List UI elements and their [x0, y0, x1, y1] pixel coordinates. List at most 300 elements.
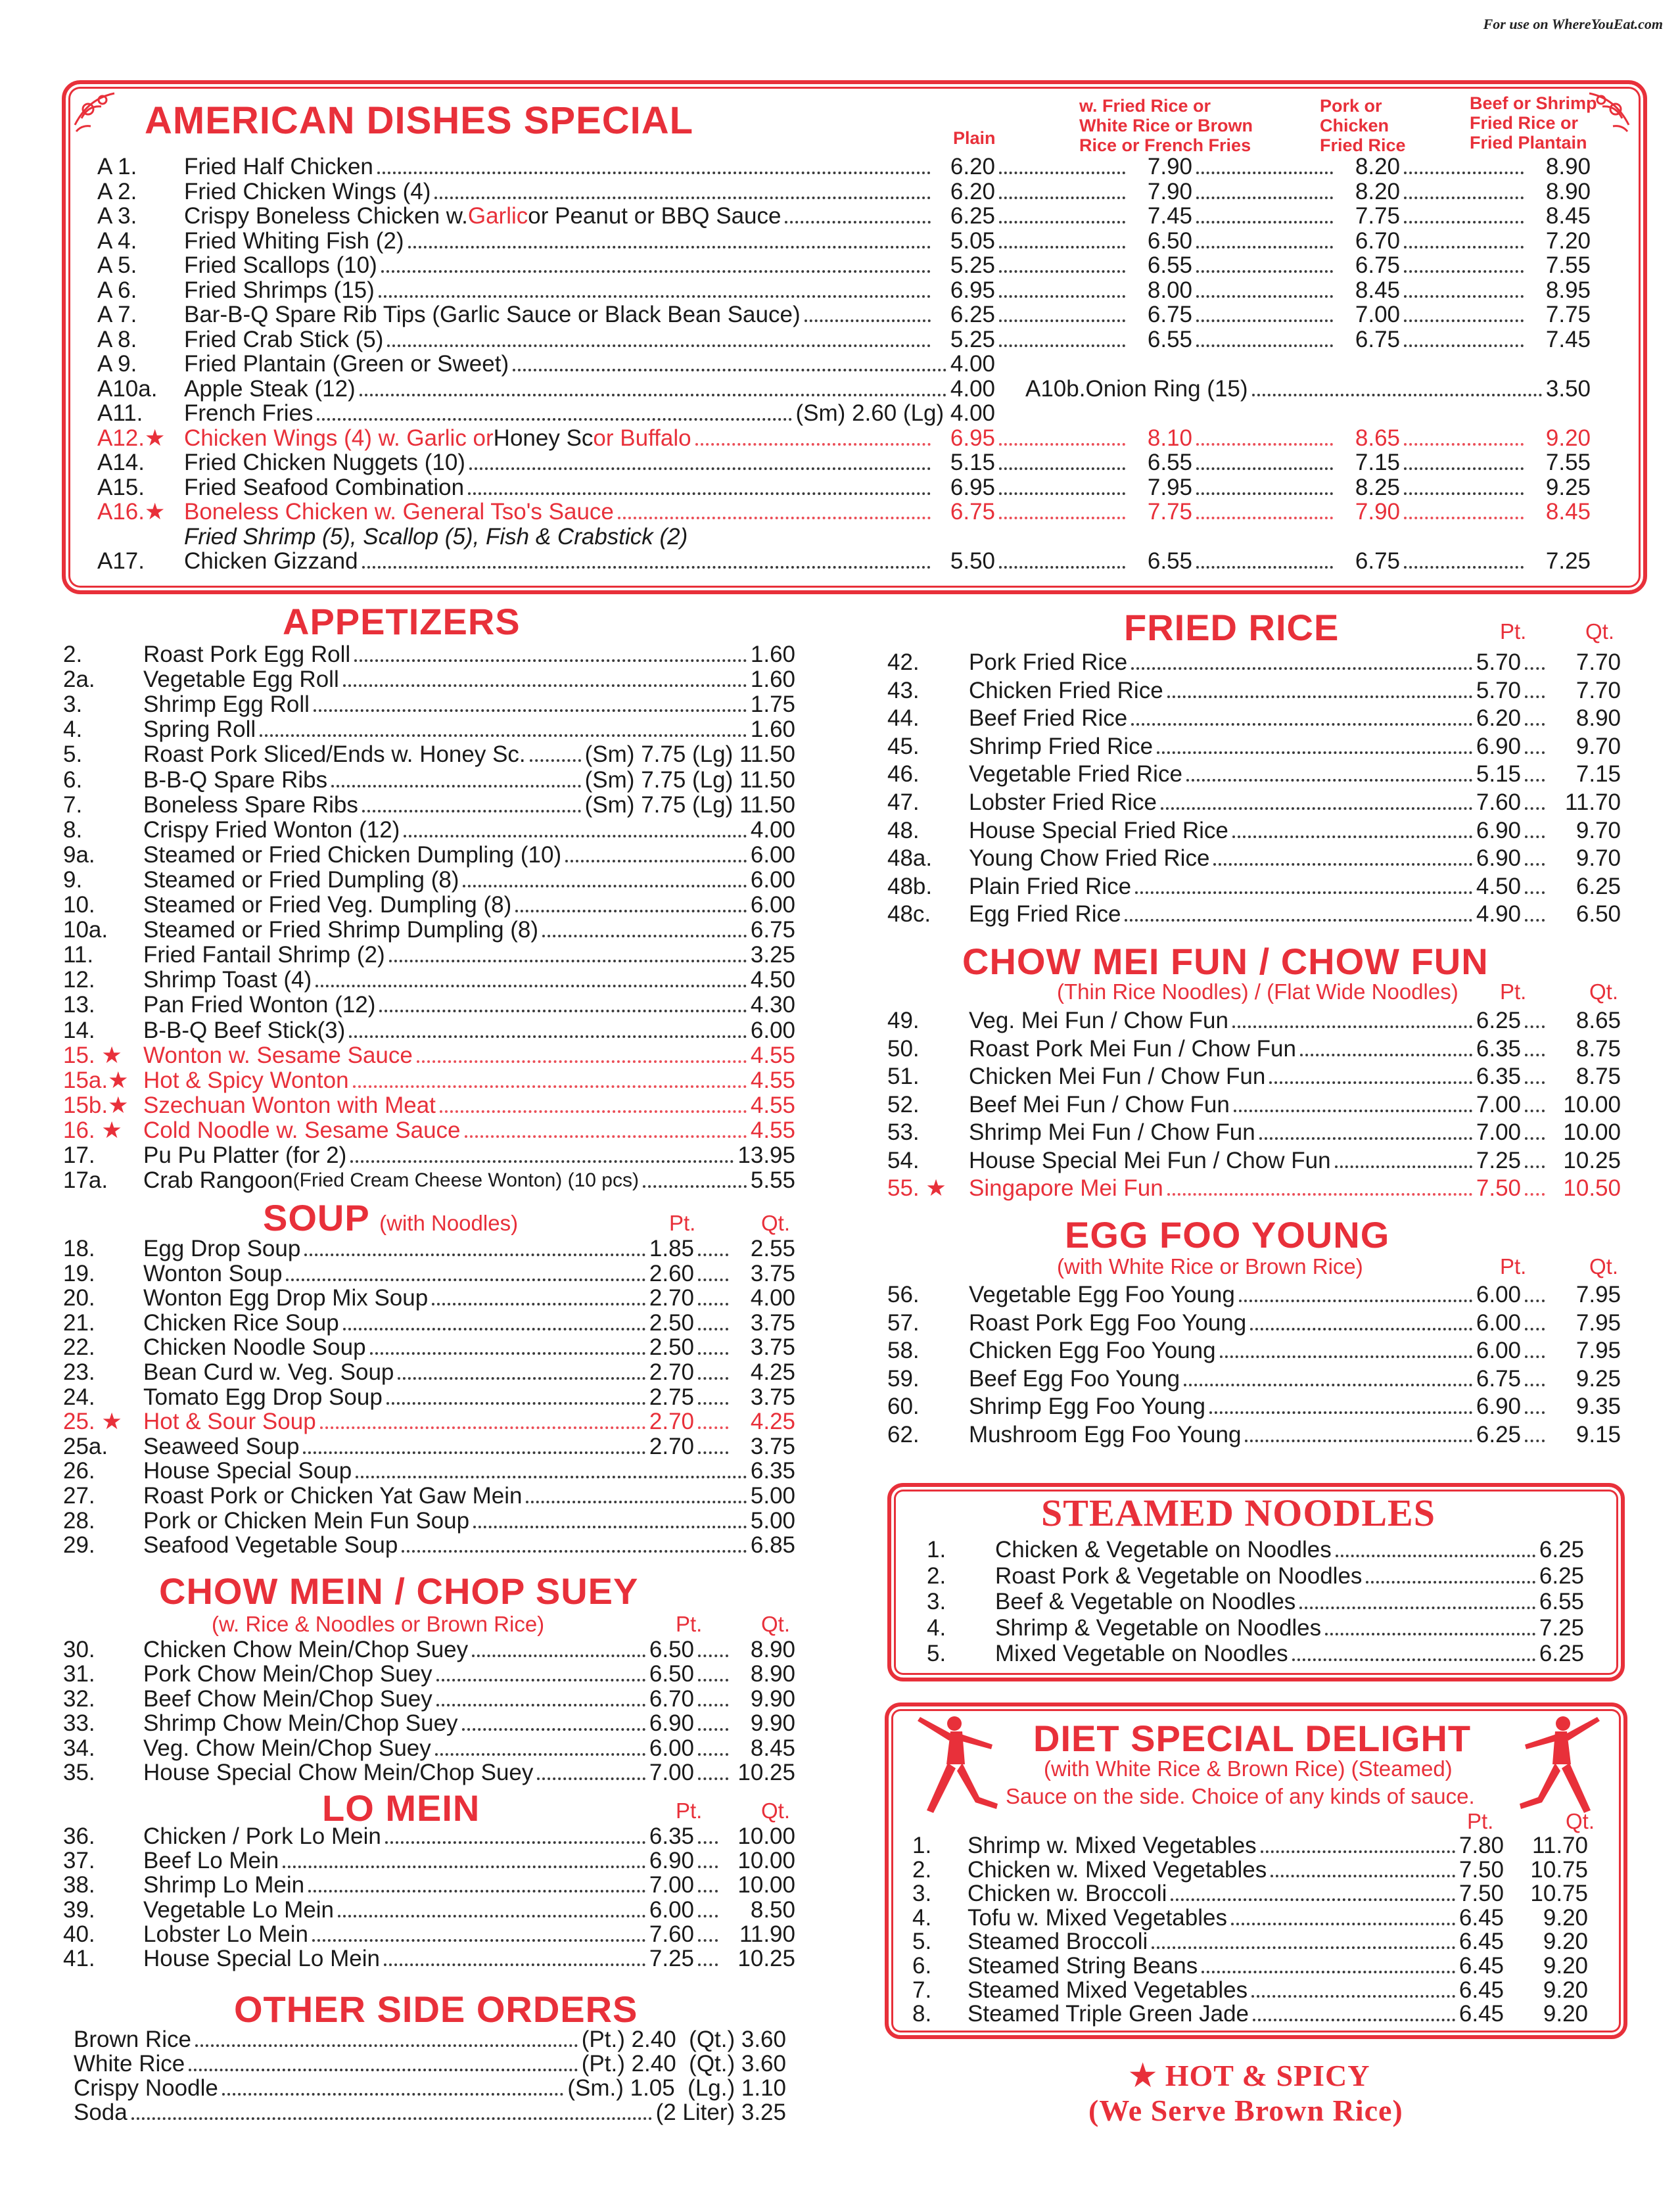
menu-item [887, 1036, 1621, 1062]
leader-dots [1525, 1054, 1545, 1056]
pint-price: 6.25 [1476, 1422, 1521, 1447]
leader-dots [362, 566, 931, 569]
quart-price: 9.25 [1575, 1365, 1621, 1392]
item-name: Pork Chow Mein/Chop Suey [143, 1661, 432, 1687]
leader-dots [473, 1526, 747, 1528]
pint-price: 6.45 [1458, 1953, 1504, 1979]
item-number: 3. [912, 1881, 932, 1907]
egg-foo-young-qt-header: Qt. [1589, 1254, 1619, 1279]
item-number: 47. [887, 789, 920, 815]
price-col-2: 8.10 [1147, 425, 1192, 451]
item-number: A 8. [97, 326, 137, 352]
fried-rice-qt-header: Qt. [1585, 619, 1615, 644]
section-title-lo-mein: LO MEIN [322, 1787, 480, 1829]
leader-dots [1131, 667, 1472, 670]
leader-dots [1525, 1440, 1545, 1442]
price-col-3: 8.65 [1355, 425, 1400, 451]
price-col-2: 7.90 [1147, 178, 1192, 204]
item-number: 46. [887, 761, 920, 787]
item-name: Singapore Mei Fun [969, 1175, 1163, 1201]
leader-dots [381, 270, 931, 273]
price-col-4: 8.95 [1545, 277, 1591, 303]
leader-dots [698, 1704, 728, 1706]
menu-item [887, 901, 1621, 928]
item-number: 49. [887, 1008, 920, 1033]
price-col-1: 6.95 [950, 425, 995, 451]
price-col-2: 7.90 [1147, 154, 1192, 179]
item-price: (Sm) 7.75 (Lg) 11.50 [584, 766, 795, 793]
item-name: White Rice [74, 2051, 185, 2077]
leader-dots [308, 1890, 645, 1892]
item-number: A16.★ [97, 499, 166, 525]
item-price: 6.85 [750, 1532, 795, 1559]
leader-dots [999, 344, 1125, 347]
leader-dots [432, 1303, 645, 1305]
menu-item [887, 1310, 1621, 1336]
leader-dots [1232, 835, 1472, 838]
item-name: Fried Fantail Shrimp (2) [143, 942, 385, 968]
menu-item [63, 1068, 795, 1094]
pint-price: 2.60 [649, 1260, 694, 1286]
item-number: 27. [63, 1483, 95, 1509]
leader-dots [698, 1426, 728, 1429]
menu-item [887, 705, 1621, 732]
item-name: Chicken & Vegetable on Noodles [995, 1537, 1332, 1562]
item-number: 53. [887, 1119, 920, 1145]
item-number: A14. [97, 450, 145, 475]
item-number: 32. [63, 1685, 95, 1712]
leader-dots [131, 2117, 652, 2120]
price-col-3: 8.45 [1355, 277, 1400, 303]
item-name: Beef Egg Foo Young [969, 1365, 1180, 1392]
quart-price: 2.55 [750, 1236, 795, 1261]
leader-dots [1404, 246, 1524, 248]
pint-price: 7.50 [1458, 1881, 1504, 1907]
leader-dots [379, 1010, 746, 1012]
menu-item [97, 475, 1591, 501]
soup-qt-header: Qt. [761, 1211, 791, 1235]
item-number: 10. [63, 892, 95, 918]
leader-dots [526, 1501, 746, 1503]
item-name-highlight: Garlic [467, 203, 528, 229]
menu-item [63, 767, 795, 793]
section-title-steamed-noodles: STEAMED NOODLES [1041, 1492, 1435, 1534]
menu-item [63, 1018, 795, 1044]
brown-rice-note: (We Serve Brown Rice) [1088, 2094, 1403, 2127]
leader-dots [434, 197, 931, 199]
item-number: 57. [887, 1309, 920, 1336]
item-number: 54. [887, 1147, 920, 1173]
item-number: A 3. [97, 203, 137, 229]
quart-price: 8.90 [1575, 705, 1621, 732]
diet-qt-header: Qt. [1566, 1809, 1595, 1833]
menu-item [912, 1905, 1588, 1931]
menu-item [887, 1175, 1621, 1202]
item-name: Mixed Vegetable on Noodles [995, 1641, 1288, 1666]
quart-price: 9.70 [1575, 733, 1621, 759]
section-title-diet: DIET SPECIAL DELIGHT [1033, 1718, 1472, 1759]
item-name: Tomato Egg Drop Soup [143, 1384, 383, 1410]
leader-dots [698, 1866, 718, 1868]
item-name: Pork or Chicken Mein Fun Soup [143, 1507, 470, 1534]
item-name: Fried Chicken Wings (4) [184, 178, 431, 204]
pint-price: 6.70 [649, 1685, 694, 1712]
item-name: Beef Lo Mein [143, 1848, 279, 1874]
item-number: 4. [63, 717, 83, 743]
leader-dots [1196, 443, 1333, 446]
section-title-egg-foo-young: EGG FOO YOUNG [1065, 1214, 1390, 1256]
column-header-pork [1320, 96, 1406, 155]
item-number: 3. [927, 1589, 946, 1614]
leader-dots [1525, 1193, 1545, 1196]
quart-price: 4.25 [750, 1359, 795, 1385]
menu-item [74, 2100, 786, 2126]
leader-dots [1525, 1411, 1545, 1414]
menu-item [912, 1977, 1588, 2004]
menu-item [887, 1366, 1621, 1392]
item-number: 35. [63, 1760, 95, 1785]
item-number: 37. [63, 1848, 95, 1874]
item-number: 10a. [63, 917, 108, 943]
quart-price: 9.20 [1543, 1929, 1588, 1955]
pint-price: 6.00 [649, 1896, 694, 1923]
leader-dots [999, 270, 1125, 273]
quart-price: 9.70 [1575, 845, 1621, 872]
quart-price: 9.20 [1543, 1953, 1588, 1979]
quart-price: 9.90 [750, 1710, 795, 1737]
column-header-fried-rice [1079, 96, 1253, 155]
item-number: 25a. [63, 1433, 108, 1459]
price-col-1: 5.25 [950, 252, 995, 278]
quart-price: 3.75 [750, 1309, 795, 1336]
leader-dots [1525, 1165, 1545, 1168]
leader-dots [1404, 443, 1524, 446]
item-name: Roast Pork or Chicken Yat Gaw Mein [143, 1483, 523, 1509]
leader-dots [436, 1679, 645, 1681]
item-price: 6.35 [750, 1458, 795, 1484]
item-number: 15. ★ [63, 1042, 122, 1068]
menu-item [97, 302, 1591, 328]
pint-price: 2.70 [649, 1359, 694, 1385]
menu-item [63, 917, 795, 943]
price-col-1: 5.05 [950, 227, 995, 254]
item-number: 12. [63, 967, 95, 993]
soup-heading [263, 1196, 518, 1239]
menu-item [887, 1092, 1621, 1118]
quart-price: 10.50 [1563, 1175, 1621, 1201]
item-name: Shrimp Chow Mein/Chop Suey [143, 1710, 458, 1737]
pint-price: 6.00 [649, 1735, 694, 1761]
item-price: 6.00 [750, 866, 795, 893]
quart-price: 11.70 [1565, 789, 1621, 815]
item-number: 1. [912, 1833, 932, 1858]
quart-price: 7.95 [1575, 1338, 1621, 1364]
section-title-mei-fun: CHOW MEI FUN / CHOW FUN [962, 941, 1489, 982]
leader-dots [1239, 1300, 1472, 1302]
leader-dots [1232, 1025, 1472, 1028]
item-name: Roast Pork Egg Roll [143, 642, 351, 667]
leader-dots [537, 1777, 645, 1780]
item-name: Bar-B-Q Spare Rib Tips (Garlic Sauce or Black Bean Sauce) [184, 302, 801, 327]
leader-dots [698, 1451, 728, 1454]
leader-dots [999, 319, 1125, 322]
diet-pt-header: Pt. [1467, 1809, 1494, 1833]
item-name: Steamed Broccoli [968, 1929, 1148, 1955]
pint-price: 2.50 [649, 1309, 694, 1336]
leader-dots [283, 1866, 645, 1868]
leader-dots [1196, 197, 1333, 199]
pint-price: 6.75 [1476, 1365, 1521, 1392]
leader-dots [1525, 1355, 1545, 1358]
pint-price: 6.90 [1476, 733, 1521, 759]
leader-dots [698, 1377, 728, 1380]
leader-dots [698, 1777, 728, 1780]
leader-dots [1196, 295, 1333, 298]
item-name: Shrimp Toast (4) [143, 967, 312, 993]
price-col-1: 4.00 [950, 351, 995, 377]
item-name: Roast Pork Sliced/Ends w. Honey Sc. [143, 741, 526, 768]
item-number: 36. [63, 1823, 95, 1849]
pint-price: 7.00 [649, 1872, 694, 1898]
item-name: Veg. Mei Fun / Chow Fun [969, 1008, 1228, 1033]
item-name: Steamed or Fried Chicken Dumpling (10) [143, 841, 562, 868]
leader-dots [317, 418, 791, 421]
menu-item [97, 548, 1591, 575]
item-price: 13.95 [737, 1142, 795, 1168]
menu-item [63, 817, 795, 843]
pint-price: 2.75 [649, 1384, 694, 1410]
floral-corner-icon [68, 85, 128, 145]
column-header-line: w. Fried Rice or [1079, 96, 1211, 116]
leader-dots [1404, 517, 1524, 519]
leader-dots [1213, 863, 1472, 866]
pint-price: 2.70 [649, 1409, 694, 1435]
leader-dots [513, 369, 946, 371]
quart-price: 9.15 [1575, 1422, 1621, 1447]
item-number: 2. [912, 1856, 932, 1883]
menu-item [887, 845, 1621, 872]
leader-dots [1245, 1440, 1472, 1442]
column-header-line: Fried Plantain [1470, 133, 1587, 153]
item-name: Steamed or Fried Dumpling (8) [143, 866, 459, 893]
menu-item [97, 154, 1591, 180]
item-number: 5. [912, 1929, 932, 1955]
pint-price: 6.00 [1476, 1282, 1521, 1307]
item-name: Steamed or Fried Veg. Dumpling (8) [143, 892, 512, 918]
leader-dots [1292, 1658, 1535, 1661]
item-number: 56. [887, 1282, 920, 1307]
item-number: 18. [63, 1236, 95, 1261]
leader-dots [1525, 1110, 1545, 1112]
item-number: 30. [63, 1637, 95, 1662]
egg-foo-young-pt-header: Pt. [1500, 1254, 1527, 1279]
menu-item [97, 499, 1591, 525]
menu-item [97, 277, 1591, 304]
leader-dots [343, 1328, 645, 1330]
item-number: 20. [63, 1285, 95, 1311]
leader-dots [440, 1110, 747, 1113]
leader-dots [386, 1402, 645, 1405]
item-price: 4.55 [750, 1117, 795, 1143]
leader-dots [1525, 1137, 1545, 1140]
menu-item [97, 203, 1591, 229]
lo-mein-qt-header: Qt. [761, 1798, 791, 1823]
quart-price: 10.00 [737, 1823, 795, 1849]
section-title-american: AMERICAN DISHES SPECIAL [145, 99, 694, 142]
quart-price: 10.75 [1530, 1881, 1588, 1907]
pint-price: 6.90 [1476, 845, 1521, 872]
fried-rice-pt-header: Pt. [1500, 619, 1527, 644]
price-col-1: 6.25 [950, 203, 995, 229]
item-name-note: (Fried Cream Cheese Wonton) (10 pcs) [292, 1169, 639, 1192]
menu-item [887, 1064, 1621, 1090]
item-name: Roast Pork Mei Fun / Chow Fun [969, 1035, 1296, 1062]
item-name: Plain Fried Rice [969, 873, 1132, 899]
item-number: 62. [887, 1422, 920, 1447]
leader-dots [356, 1476, 747, 1478]
pint-price: 7.00 [1476, 1119, 1521, 1145]
menu-item [63, 1760, 795, 1786]
menu-item [63, 1872, 795, 1898]
leader-dots [385, 1841, 645, 1844]
section-title-chow-mein: CHOW MEIN / CHOP SUEY [159, 1570, 639, 1612]
leader-dots [1525, 891, 1545, 894]
item-price: 3.25 [750, 942, 795, 968]
leader-dots [320, 1426, 645, 1429]
leader-dots [384, 1963, 645, 1966]
price-col-4: 8.90 [1545, 154, 1591, 179]
leader-dots [1131, 723, 1472, 726]
leader-dots [404, 835, 747, 837]
menu-item [63, 1710, 795, 1737]
menu-item [63, 741, 795, 768]
item-name: Crispy Boneless Chicken w. [184, 203, 468, 229]
leader-dots [698, 1679, 728, 1681]
leader-dots [1167, 695, 1472, 698]
menu-item [97, 376, 995, 402]
leader-dots [312, 1939, 645, 1942]
leader-dots [1271, 1875, 1455, 1877]
column-header-beef [1470, 93, 1597, 153]
menu-item [63, 667, 795, 693]
leader-dots [468, 492, 931, 495]
leader-dots [1269, 1081, 1472, 1084]
item-name: Shrimp Mei Fun / Chow Fun [969, 1119, 1255, 1145]
leader-dots [1196, 246, 1333, 248]
item-price: 5.00 [750, 1507, 795, 1534]
item-number: 7. [912, 1977, 932, 2003]
leader-dots [999, 566, 1125, 569]
item-name: Chicken w. Broccoli [968, 1881, 1167, 1907]
menu-item [97, 228, 1591, 254]
menu-item [63, 1043, 795, 1069]
leader-dots [1196, 270, 1333, 273]
item-name: Chicken Gizzand [184, 548, 358, 574]
item-number: A17. [97, 548, 145, 574]
leader-dots [1404, 319, 1524, 322]
leader-dots [643, 1185, 747, 1188]
pint-price: 6.50 [649, 1661, 694, 1687]
quart-price: 9.90 [750, 1685, 795, 1712]
menu-item [63, 1359, 795, 1386]
pint-price: 6.90 [649, 1848, 694, 1874]
item-number: 40. [63, 1921, 95, 1947]
dancer-figure-icon [1512, 1712, 1610, 1823]
column-header-line: Beef or Shrimp [1470, 93, 1597, 113]
leader-dots [1196, 172, 1333, 174]
item-number: 21. [63, 1309, 95, 1336]
menu-item [74, 2051, 786, 2077]
leader-dots [999, 246, 1125, 248]
price-col-3: 6.75 [1355, 252, 1400, 278]
leader-dots [1196, 566, 1333, 569]
item-name: Pork Fried Rice [969, 649, 1128, 675]
item-number: A12.★ [97, 425, 166, 451]
item-name: Chicken Fried Rice [969, 677, 1163, 703]
pint-price: 7.80 [1458, 1833, 1504, 1858]
item-price: 4.00 [750, 816, 795, 843]
leader-dots [999, 443, 1125, 446]
price-col-4: 8.90 [1545, 178, 1591, 204]
price-col-1: 5.50 [950, 548, 995, 574]
menu-item [912, 1833, 1588, 1859]
price-col-3: 6.70 [1355, 227, 1400, 254]
menu-item [887, 1422, 1621, 1448]
price-col-1: 6.25 [950, 302, 995, 327]
menu-item [887, 874, 1621, 900]
item-number: 33. [63, 1710, 95, 1737]
item-name: Steamed or Fried Shrimp Dumpling (8) [143, 917, 539, 943]
item-number: 11. [63, 942, 94, 968]
item-name: Crab Rangoon [143, 1167, 293, 1194]
item-number: 8. [63, 816, 83, 843]
menu-item [63, 717, 795, 743]
leader-dots [1404, 295, 1524, 298]
chow-mein-pt-header: Pt. [676, 1612, 703, 1636]
item-name: Fried Plantain (Green or Sweet) [184, 351, 509, 377]
column-header-line: Pork or [1320, 96, 1382, 116]
leader-dots [698, 1402, 728, 1405]
leader-dots [1202, 1971, 1455, 1973]
price-col-4: 9.25 [1545, 474, 1591, 500]
quart-price: 9.20 [1543, 2001, 1588, 2027]
leader-dots [698, 1753, 728, 1756]
leader-dots [1404, 492, 1524, 495]
menu-item [63, 1897, 795, 1923]
price-col-3: 8.20 [1355, 154, 1400, 179]
price-col-2: 7.45 [1147, 203, 1192, 229]
leader-dots [379, 295, 931, 298]
item-name: Hot & Sour Soup [143, 1409, 316, 1435]
pint-price: 4.50 [1476, 873, 1521, 899]
menu-item [927, 1537, 1584, 1563]
item-name: Roast Pork Egg Foo Young [969, 1309, 1247, 1336]
quart-price: 8.90 [750, 1661, 795, 1687]
leader-dots [260, 734, 747, 737]
leader-dots [565, 860, 747, 862]
menu-item [887, 761, 1621, 787]
item-name: Bean Curd w. Veg. Soup [143, 1359, 394, 1385]
price-col-3: 8.25 [1355, 474, 1400, 500]
leader-dots [195, 2044, 578, 2047]
item-price: 4.50 [750, 967, 795, 993]
hot-spicy-legend: ★ HOT & SPICY [1129, 2059, 1370, 2092]
quart-price: 11.90 [739, 1921, 795, 1947]
item-name: Shrimp Egg Roll [143, 692, 310, 718]
quart-price: 11.70 [1532, 1833, 1588, 1858]
leader-dots [1404, 197, 1524, 199]
quart-price: 7.70 [1575, 649, 1621, 675]
